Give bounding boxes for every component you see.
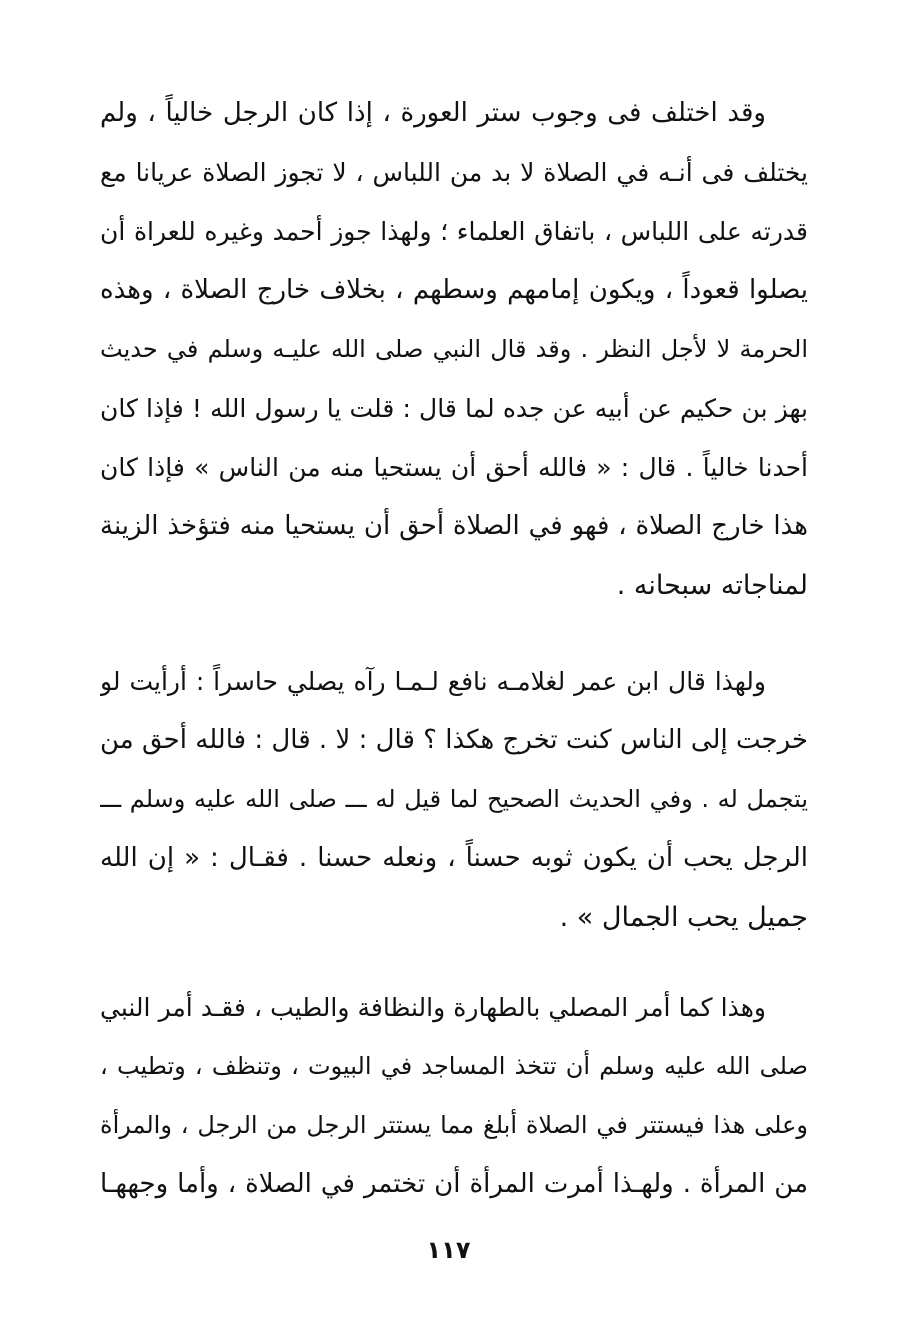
text-line: الرجل يحب أن يكون ثوبه حسناً ، ونعله حسنا . فقـال : « إن الله bbox=[100, 843, 808, 873]
text-line: خرجت إلى الناس كنت تخرج هكذا ؟ قال : لا . قال : فالله أحق من bbox=[100, 725, 808, 755]
text-line: صلى الله عليه وسلم أن تتخذ المساجد في البيوت ، وتنظف ، وتطيب ، bbox=[100, 1052, 808, 1080]
text-line: قدرته على اللباس ، باتفاق العلماء ؛ ولهذا جوز أحمد وغيره للعراة أن bbox=[100, 217, 808, 246]
paragraph-1 bbox=[100, 84, 808, 615]
text-line: أحدنا خالياً . قال : « فالله أحق أن يستحيا منه من الناس » فإذا كان bbox=[100, 453, 808, 482]
text-line: وعلى هذا فيستتر في الصلاة أبلغ مما يستتر الرجل من الرجل ، والمرأة bbox=[100, 1111, 808, 1139]
text-line: ولهذا قال ابن عمر لغلامـه نافع لـمـا رآه يصلي حاسراً : أرأيت لو bbox=[100, 667, 766, 696]
page-number: ١١٧ bbox=[426, 1236, 471, 1264]
text-line: هذا خارج الصلاة ، فهو في الصلاة أحق أن يستحيا منه فتؤخذ الزينة bbox=[100, 511, 808, 541]
text-line: يصلوا قعوداً ، ويكون إمامهم وسطهم ، بخلاف خارج الصلاة ، وهذه bbox=[100, 275, 808, 305]
paragraph-3 bbox=[100, 978, 808, 1214]
text-line: وقد اختلف فى وجوب ستر العورة ، إذا كان الرجل خالياً ، ولم bbox=[100, 98, 766, 128]
text-line: وهذا كما أمر المصلي بالطهارة والنظافة والطيب ، فقـد أمر النبي bbox=[100, 993, 766, 1022]
text-line: جميل يحب الجمال » . bbox=[559, 902, 808, 933]
text-line: بهز بن حكيم عن أبيه عن جده لما قال : قلت يا رسول الله ! فإذا كان bbox=[100, 394, 808, 423]
text-line: من المرأة . ولهـذا أمرت المرأة أن تختمر في الصلاة ، وأما وجههـا bbox=[100, 1169, 808, 1199]
text-line: لمناجاته سبحانه . bbox=[616, 570, 808, 601]
paragraph-2 bbox=[100, 652, 808, 947]
text-line: يختلف فى أنـه في الصلاة لا بد من اللباس ، لا تجوز الصلاة عريانا مع bbox=[100, 158, 808, 187]
text-line: الحرمة لا لأجل النظر . وقد قال النبي صلى الله عليـه وسلم في حديث bbox=[100, 335, 808, 363]
text-line: يتجمل له . وفي الحديث الصحيح لما قيل له ـــ صلى الله عليه وسلم ـــ bbox=[100, 785, 808, 813]
